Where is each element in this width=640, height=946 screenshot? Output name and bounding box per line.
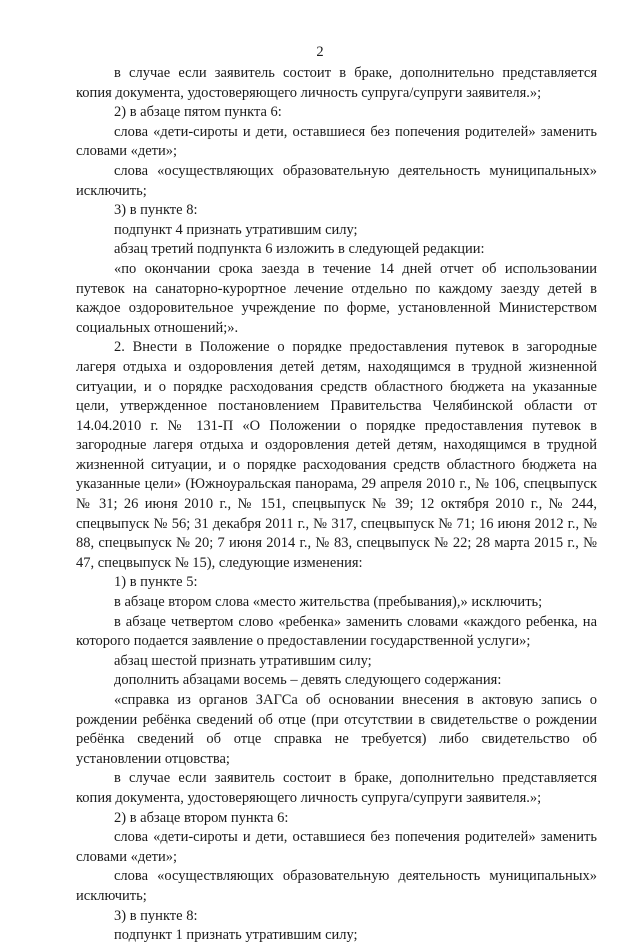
paragraph: слова «дети-сироты и дети, оставшиеся без попечения родителей» заменить словами «дети»; — [76, 829, 597, 865]
paragraph: «по окончании срока заезда в течение 14 дней отчет об использовании путевок на санаторно-курортное лечение отдельно по каждому заезду детей в каждое оздоровительное учреждение по форме, установленной Министерством социальных отношений;». — [76, 260, 597, 336]
paragraph: слова «осуществляющих образовательную деятельность муниципальных» исключить; — [76, 868, 597, 904]
paragraph: подпункт 4 признать утратившим силу; — [114, 221, 358, 238]
paragraph: 3) в пункте 8: — [114, 202, 198, 219]
paragraph: 3) в пункте 8: — [114, 907, 198, 924]
paragraph: в абзаце четвертом слово «ребенка» заменить словами «каждого ребенка, на которого подается заявление о предоставлении государственной услуги»; — [76, 613, 597, 650]
page-number: 2 — [316, 44, 324, 60]
paragraph: 2. Внести в Положение о порядке предоставления путевок в загородные лагеря отдыха и оздоровления детей детям, находящимся в трудной жизненной ситуации, и о порядке расходования средств областного бюджета на указанные цели, утвержденное постановлением Правительства Челябинской области от 14.04.2010 г. № 131-П «О Положении о порядке предоставления путевок в загородные лагеря отдыха и оздоровления детей детям, находящимся в трудной жизненной ситуации, и о порядке расходования средств областного бюджета на указанные цели» (Южноуральская панорама, 29 апреля 2010 г., № 106, спецвыпуск № 31; 26 июня 2010 г., № 151, спецвыпуск № 39; 12 октября 2010 г., № 244, спецвыпуск № 56; 31 декабря 2011 г., № 317, спецвыпуск № 71; 16 июня 2012 г., № 88, спецвыпуск № 20; 7 июня 2014 г., № 83, спецвыпуск № 22; 28 марта 2015 г., № 47, спецвыпуск № 15), следующие изменения: — [76, 339, 597, 571]
paragraph: абзац третий подпункта 6 изложить в следующей редакции: — [114, 241, 485, 258]
document-body — [76, 64, 597, 946]
paragraph: 2) в абзаце пятом пункта 6: — [114, 104, 282, 121]
paragraph: в случае если заявитель состоит в браке, дополнительно представляется копия документа, удостоверяющего личность супруга/супруги заявителя.»; — [76, 65, 597, 101]
paragraph: «справка из органов ЗАГСа об основании внесения в актовую запись о рождении ребёнка сведений об отце (при отсутствии в свидетельстве о рождении ребёнка сведений об отце справка не требуется) либо свидетельство об установлении отцовства; — [76, 692, 597, 767]
paragraph: подпункт 1 признать утратившим силу; — [114, 927, 358, 944]
paragraph: слова «дети-сироты и дети, оставшиеся без попечения родителей» заменить словами «дети»; — [76, 123, 597, 160]
paragraph: дополнить абзацами восемь – девять следующего содержания: — [114, 672, 502, 689]
paragraph: 2) в абзаце втором пункта 6: — [114, 809, 289, 826]
paragraph: в случае если заявитель состоит в браке, дополнительно представляется копия документа, удостоверяющего личность супруга/супруги заявителя.»; — [76, 770, 597, 806]
paragraph: 1) в пункте 5: — [114, 574, 198, 591]
paragraph: в абзаце втором слова «место жительства (пребывания),» исключить; — [114, 594, 543, 611]
paragraph: абзац шестой признать утратившим силу; — [114, 652, 372, 669]
paragraph: слова «осуществляющих образовательную деятельность муниципальных» исключить; — [76, 162, 597, 199]
